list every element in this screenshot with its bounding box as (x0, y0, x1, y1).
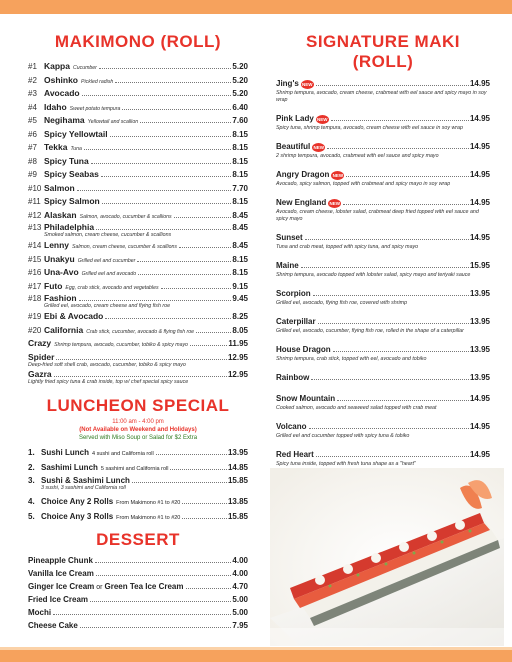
leader-dots (91, 163, 232, 164)
lunch-item-row (28, 460, 248, 475)
leader-dots (182, 518, 227, 519)
item-number: #14 (28, 241, 42, 250)
signature-item-row (276, 141, 490, 153)
item-description: Grilled eel, avocado, flying fish roe, covered with shrimp (276, 300, 408, 306)
sushi-roll-photo (270, 468, 504, 646)
item-name: Philadelphia (44, 222, 95, 232)
item-name: Cheese Cake (28, 621, 78, 630)
makimono-title: MAKIMONO (ROLL) (54, 32, 222, 51)
item-description: Shrimp tempura, avocado, cucumber, tobiko & spicy mayo (54, 342, 188, 348)
item-price: 4.00 (232, 556, 248, 565)
dessert-item-row (28, 619, 248, 632)
item-name: New England (276, 198, 327, 207)
menu-item-row (28, 141, 248, 155)
new-badge: NEW (329, 201, 340, 206)
top-band (0, 0, 512, 14)
leader-dots (82, 95, 232, 96)
item-name: Maine (276, 261, 299, 270)
leader-dots (174, 217, 232, 218)
item-price: 9.45 (232, 294, 248, 303)
signature-item-row (276, 113, 490, 125)
item-number: #20 (28, 325, 42, 335)
item-description: Pickled radish (81, 78, 114, 85)
item-subdescription: Smoked salmon, cream cheese, cucumber & scallions (44, 232, 172, 238)
item-name: Caterpillar (276, 317, 316, 326)
item-price: 14.95 (469, 422, 490, 431)
item-description: Cucumber (72, 65, 97, 71)
leader-dots (102, 203, 232, 204)
menu-item-row (28, 253, 248, 267)
item-price: 8.15 (232, 129, 248, 139)
item-price: 14.95 (469, 170, 490, 179)
leader-dots (122, 109, 231, 110)
leader-dots (161, 288, 232, 289)
leader-dots (343, 204, 469, 205)
item-subdescription: Lightly fried spicy tuna & crab inside, top w/ chef special spicy sauce (28, 379, 189, 385)
item-number: #3 (28, 89, 37, 98)
signature-item-row (276, 449, 490, 461)
item-name: Idaho (44, 101, 67, 112)
item-name-alt: Green Tea Ice Cream (104, 582, 184, 591)
leader-dots (337, 400, 469, 401)
item-price: 4.00 (232, 569, 248, 578)
item-name: Pink Lady (276, 114, 314, 123)
item-number: #9 (28, 170, 37, 179)
item-name: Kappa (44, 61, 70, 71)
item-price: 14.85 (227, 463, 248, 472)
signature-item-row (276, 393, 490, 405)
leader-dots (190, 345, 227, 346)
item-description: Grilled eel and avocado (81, 271, 137, 277)
leader-dots (77, 190, 232, 191)
signature-item (276, 197, 490, 223)
item-price: 5.20 (232, 75, 248, 85)
dessert-item-row (28, 580, 248, 593)
item-description: Grilled eel, avocado, cucumber, flying fish roe, rolled in the shape of a caterpillar (276, 328, 464, 334)
item-description: Tuna (70, 146, 82, 152)
item-price: 7.70 (232, 183, 248, 193)
item-price: 8.25 (232, 312, 248, 321)
signature-item-row (276, 197, 490, 209)
item-name: Spider (28, 352, 55, 362)
item-name: Sushi Lunch (41, 448, 89, 457)
leader-dots (311, 379, 469, 380)
item-name: Spicy Salmon (44, 196, 100, 206)
item-name: Salmon (44, 182, 75, 193)
item-price: 13.95 (469, 345, 490, 354)
item-price: 14.95 (469, 198, 490, 207)
signature-item-row (276, 260, 490, 272)
item-name: Mochi (28, 608, 52, 617)
item-price: 5.00 (232, 608, 248, 617)
signature-item (276, 344, 490, 363)
item-price: 13.95 (469, 373, 490, 382)
signature-item-row (276, 169, 490, 181)
leader-dots (110, 136, 232, 137)
leader-dots (331, 120, 469, 121)
leader-dots (99, 68, 232, 69)
item-description: Egg, crab stick, avocado and vegetables (65, 284, 159, 291)
signature-item (276, 393, 490, 412)
item-subdescription: Deep-fried soft shell crab, avocado, cucumber, tobiko & spicy mayo (28, 362, 186, 368)
item-name: Alaskan (44, 209, 77, 220)
signature-item (276, 421, 490, 440)
signature-item-row (276, 344, 490, 356)
item-number: 4. (28, 497, 35, 506)
leader-dots (140, 122, 231, 123)
dessert-item-row (28, 567, 248, 580)
signature-item-row (276, 232, 490, 244)
menu-item-row (28, 195, 248, 209)
item-name: California (44, 324, 84, 335)
item-number: #6 (28, 129, 37, 139)
item-description: 5 sashimi and California roll (100, 466, 169, 472)
signature-item (276, 260, 490, 279)
item-name: House Dragon (276, 345, 331, 354)
item-price: 14.95 (469, 394, 490, 403)
item-price: 5.00 (232, 595, 248, 604)
menu-item-row (28, 168, 248, 182)
item-description: Shrimp tempura, avocado, cream cheese, crabmeat with eel sauce and spicy mayo in soy wrap (276, 90, 487, 103)
item-description: Shrimp tempura, crab stick, topped with eel, avocado and tobiko (276, 356, 427, 362)
item-price: 8.45 (232, 241, 248, 250)
item-price: 14.95 (469, 79, 490, 88)
item-name: Una-Avo (44, 267, 79, 277)
item-name: Pineapple Chunk (28, 556, 93, 565)
item-price: 8.45 (232, 210, 248, 220)
item-number: #11 (28, 197, 41, 206)
item-name: Crazy (28, 338, 52, 348)
leader-dots (54, 376, 227, 377)
item-number: 2. (28, 463, 35, 472)
item-name: Tekka (44, 142, 68, 152)
leader-dots (53, 614, 231, 615)
item-description: Grilled eel and cucumber topped with spicy tuna & tobiko (276, 433, 410, 439)
leader-dots (318, 323, 469, 324)
item-price: 13.95 (469, 317, 490, 326)
item-name: Gazra (28, 369, 52, 379)
item-name: Angry Dragon (276, 170, 330, 179)
item-description: Avocado, cream cheese, lobster salad, crabmeat deep fried topped with eel sauce and spicy mayo (276, 209, 479, 222)
menu-item-row (28, 87, 248, 101)
menu-item-row (28, 101, 248, 115)
leader-dots (186, 588, 232, 589)
leader-dots (56, 359, 227, 360)
item-name: Choice Any 3 Rolls (41, 512, 114, 521)
item-price: 5.20 (232, 89, 248, 98)
leader-dots (138, 274, 231, 275)
item-name: Fried Ice Cream (28, 595, 89, 604)
signature-list (276, 78, 490, 496)
signature-item (276, 232, 490, 251)
leader-dots (333, 351, 469, 352)
item-price: 6.40 (232, 102, 248, 112)
menu-item-row (28, 209, 248, 223)
item-number: #13 (28, 223, 42, 232)
item-description: Shrimp tempura, avocado topped with lobster salad, spicy mayo and teriyaki sauce (276, 272, 471, 278)
item-number: #16 (28, 268, 42, 277)
new-badge: NEW (313, 145, 324, 150)
item-description: Yellowtail and scallion (87, 119, 139, 125)
signature-item-row (276, 288, 490, 300)
lunch-item-row (28, 445, 248, 460)
item-description: Salmon, avocado, cucumber & scallions (79, 213, 172, 220)
leader-dots (305, 239, 469, 240)
makimono-list (28, 60, 248, 337)
menu-item-row (28, 155, 248, 169)
item-name: Vanilla Ice Cream (28, 569, 94, 578)
luncheon-note: (Not Available on Weekend and Holidays) (79, 427, 197, 433)
item-price: 8.15 (232, 143, 248, 152)
item-price: 15.85 (227, 476, 248, 485)
item-name: Spicy Tuna (44, 155, 89, 166)
leader-dots (96, 575, 232, 576)
item-name: Beautiful (276, 142, 311, 151)
menu-item-row (28, 182, 248, 196)
leader-dots (316, 85, 469, 86)
leader-dots (90, 601, 231, 602)
item-description: Grilled eel and cucumber (77, 257, 136, 264)
menu-item-row (28, 280, 248, 294)
leader-dots (301, 267, 469, 268)
item-price: 8.15 (232, 156, 248, 166)
leader-dots (105, 318, 231, 319)
item-name: Sushi & Sashimi Lunch (41, 476, 130, 485)
item-name: Sunset (276, 233, 303, 242)
menu-item-row (28, 324, 248, 338)
item-name: Ginger Ice Cream (28, 582, 95, 591)
item-name: Negihama (44, 115, 85, 125)
makimono-extras (28, 338, 248, 386)
item-number: #8 (28, 156, 37, 166)
item-description: Cooked salmon, avocado and seaweed salad topped with crab meat (276, 405, 437, 411)
item-name: Jing's (276, 79, 299, 88)
lunch-item-row (28, 494, 248, 509)
menu-item-row (28, 239, 248, 253)
leader-dots (327, 148, 469, 149)
item-description: Crab stick, cucumber, avocado & flying fish roe (86, 328, 195, 335)
item-number: #10 (28, 183, 42, 193)
item-price: 8.05 (232, 325, 248, 335)
signature-item (276, 141, 490, 160)
new-badge: NEW (317, 117, 328, 122)
leader-dots (80, 627, 232, 628)
leader-dots (95, 562, 232, 563)
signature-item-row (276, 421, 490, 433)
item-price: 13.95 (227, 448, 248, 457)
leader-dots (309, 428, 469, 429)
item-price: 4.70 (232, 582, 248, 591)
item-description: Avocado, spicy salmon, topped with crabmeat and spicy mayo in soy wrap (276, 181, 451, 187)
right-column (276, 32, 490, 505)
leader-dots (101, 176, 232, 177)
signature-item-row (276, 372, 490, 384)
item-price: 11.95 (228, 339, 248, 348)
item-name: Volcano (276, 422, 307, 431)
item-number: #19 (28, 312, 42, 321)
item-name: Spicy Yellowtail (44, 128, 108, 139)
menu-item-row (28, 310, 248, 324)
menu-item-row (28, 74, 248, 88)
item-description: From Makimono #1 to #20 (116, 500, 181, 506)
leader-dots (313, 295, 469, 296)
item-name: Red Heart (276, 450, 314, 459)
menu-item-row (28, 60, 248, 74)
lunch-item-row (28, 509, 248, 524)
item-name: Snow Mountain (276, 394, 336, 403)
item-number: 5. (28, 512, 35, 521)
item-description: Salmon, cream cheese, cucumber & scallions (72, 244, 177, 250)
item-name: Lenny (44, 240, 70, 250)
item-price: 5.20 (232, 62, 248, 71)
item-number: 3. (28, 476, 35, 485)
item-number: #2 (28, 75, 37, 85)
luncheon-title: LUNCHEON SPECIAL (46, 396, 230, 415)
menu-item-row (28, 338, 248, 349)
signature-item (276, 288, 490, 307)
menu-item-row (28, 114, 248, 128)
item-price: 14.95 (469, 450, 490, 459)
item-price: 8.15 (232, 197, 248, 206)
item-name: Ebi & Avocado (44, 311, 104, 321)
leader-dots (137, 261, 231, 262)
signature-item (276, 316, 490, 335)
leader-dots (96, 229, 231, 230)
dessert-list (28, 554, 248, 632)
luncheon-hours: 11:00 am - 4:00 pm (112, 419, 164, 425)
leader-dots (79, 300, 232, 301)
item-number: #5 (28, 116, 37, 125)
item-price: 15.85 (227, 512, 248, 521)
item-description: Sweet potato tempura (69, 105, 121, 112)
leader-dots (156, 454, 227, 455)
leader-dots (170, 469, 227, 470)
item-number: #18 (28, 294, 42, 303)
item-price: 14.95 (469, 142, 490, 151)
item-name: Spicy Seabas (44, 169, 99, 179)
item-name: Oshinko (44, 74, 79, 85)
item-name: Rainbow (276, 373, 310, 382)
item-price: 8.15 (232, 170, 248, 179)
item-number: #12 (28, 210, 42, 220)
left-column (28, 32, 248, 632)
item-price: 13.85 (227, 497, 248, 506)
item-price: 12.95 (227, 353, 248, 362)
item-description: Spicy tuna inside, topped with fresh tuna shape as a "heart" (276, 461, 416, 467)
item-number: #4 (28, 102, 37, 112)
bottom-band (0, 650, 512, 662)
item-name: Futo (44, 280, 63, 291)
item-price: 14.95 (469, 114, 490, 123)
item-name: Fashion (44, 293, 77, 303)
item-name: Sashimi Lunch (41, 463, 98, 472)
signature-item (276, 449, 490, 468)
leader-dots (132, 482, 227, 483)
item-price: 15.95 (469, 261, 490, 270)
item-price: 13.95 (469, 289, 490, 298)
menu-item-row (28, 266, 248, 280)
item-number: 1. (28, 448, 35, 457)
signature-item (276, 78, 490, 104)
item-price: 8.15 (232, 254, 248, 264)
new-badge: NEW (332, 173, 344, 178)
leader-dots (346, 176, 469, 177)
item-number: #15 (28, 254, 42, 264)
item-description: 2 shrimp tempura, avocado, crabmeat with eel sauce and spicy mayo (276, 153, 439, 159)
item-name: Scorpion (276, 289, 311, 298)
item-name: Choice Any 2 Rolls (41, 497, 114, 506)
item-description: Spicy tuna, shrimp tempura, avocado, cream cheese with eel sauce in soy wrap (276, 125, 463, 131)
leader-dots (316, 456, 469, 457)
new-badge: NEW (302, 82, 313, 87)
signature-item-row (276, 78, 490, 90)
dessert-title: DESSERT (96, 530, 180, 549)
signature-item (276, 169, 490, 188)
menu-item-row (28, 128, 248, 142)
leader-dots (115, 82, 231, 83)
item-price: 7.60 (232, 116, 248, 125)
luncheon-served: Served with Miso Soup or Salad for $2 Extra (78, 435, 198, 441)
leader-dots (84, 149, 231, 150)
item-description: 4 sushi and California roll (92, 451, 154, 457)
item-price: 8.15 (232, 268, 248, 277)
item-number: #17 (28, 281, 42, 291)
item-price: 8.45 (232, 223, 248, 232)
dessert-item-row (28, 606, 248, 619)
item-subdescription: 3 sushi, 3 sashimi and California roll (41, 485, 126, 491)
leader-dots (182, 503, 227, 504)
signature-item (276, 372, 490, 384)
item-description: From Makimono #1 to #20 (116, 515, 181, 521)
item-number: #1 (28, 62, 37, 71)
leader-dots (196, 332, 231, 333)
dessert-item-row (28, 554, 248, 567)
signature-item (276, 113, 490, 132)
item-number: #7 (28, 143, 37, 152)
item-or: or (96, 584, 103, 591)
signature-title: SIGNATURE MAKI (ROLL) (305, 32, 460, 71)
dessert-item-row (28, 593, 248, 606)
item-subdescription: Grilled eel, avocado, cream cheese and flying fish roe (44, 303, 171, 309)
signature-item-row (276, 316, 490, 328)
item-price: 12.95 (227, 370, 248, 379)
luncheon-list (28, 445, 248, 524)
item-price: 9.15 (232, 281, 248, 291)
leader-dots (179, 247, 231, 248)
item-description: Tuna and crab meat, topped with spicy tuna, and spicy mayo (276, 244, 419, 250)
item-price: 14.95 (469, 233, 490, 242)
item-name: Avocado (44, 88, 80, 98)
item-price: 7.95 (232, 621, 248, 630)
item-name: Unakyu (44, 253, 75, 264)
